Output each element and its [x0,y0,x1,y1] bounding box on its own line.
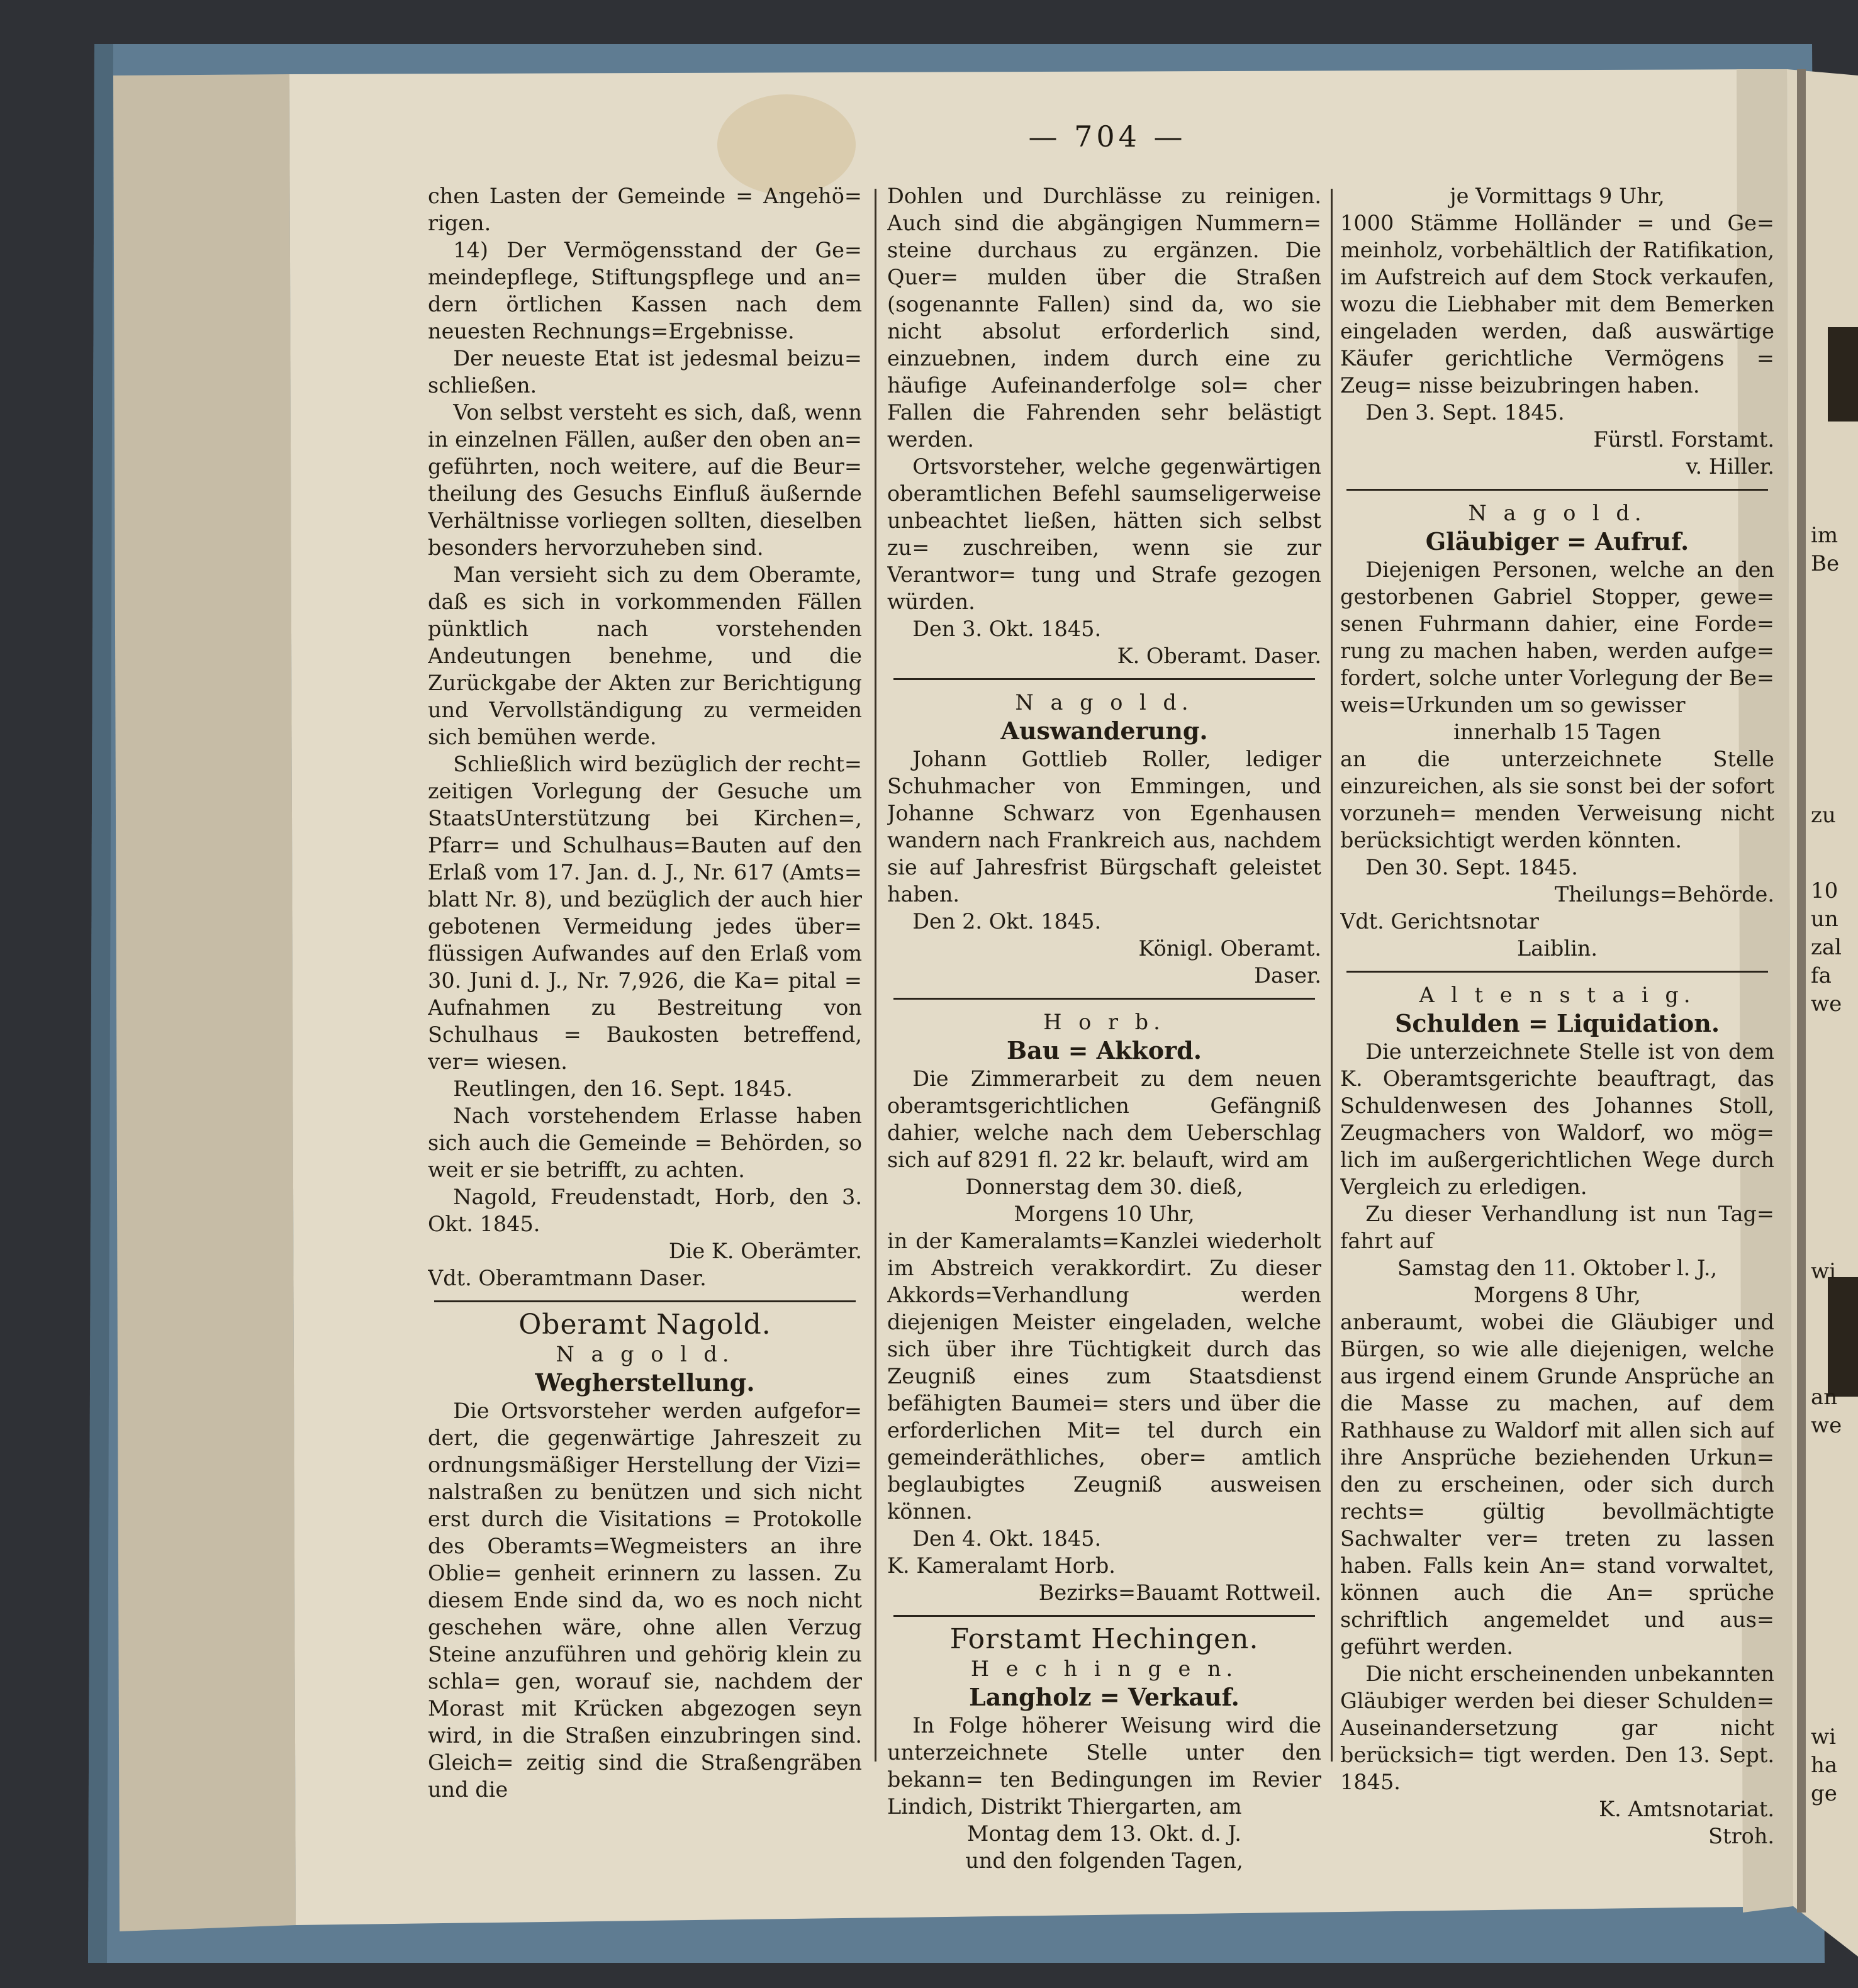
page-number: — 704 — [1028,120,1187,154]
column-left [428,182,862,1881]
signature: Fürstl. Forstamt. [1593,427,1774,452]
next-page-fragment: zu [1811,803,1836,828]
notice-title: Bau = Akkord. [1007,1036,1202,1064]
text-paragraph: In Folge höherer Weisung wird die unterzeichnete Stelle unter den bekann= ten Bedingungen im Revier Lindich, Distrikt Thiergarten, am [887,1713,1321,1819]
text-paragraph: Die nicht erscheinenden unbekannten Gläubiger werden bei dieser Schulden= Auseinandersetzung gar nicht berücksich= tigt werden. Den 13. Sept. 1845. [1340,1661,1774,1794]
dateline: Den 3. Sept. 1845. [1365,400,1565,425]
signature: Vdt. Oberamtmann Daser. [428,1266,707,1290]
signature: v. Hiller. [1686,454,1774,479]
signature: K. Amtsnotariat. [1599,1797,1774,1821]
dateline: Den 2. Okt. 1845. [912,909,1102,934]
signature: Vdt. Gerichtsnotar [1340,909,1539,934]
next-page-fragment: Be [1811,551,1840,576]
text-paragraph: Die Zimmerarbeit zu dem neuen oberamtsgerichtlichen Gefängniß dahier, welche nach dem Ueberschlag sich auf 8291 fl. 22 kr. belauft, wird am [887,1066,1321,1172]
notice-title: Gläubiger = Aufruf. [1425,527,1689,556]
next-page-fragment: fa [1811,963,1832,988]
signature: Theilungs=Behörde. [1554,882,1774,907]
divider [893,998,1315,1000]
place-heading: H o r b. [1043,1010,1165,1034]
date-line-centered: Montag dem 13. Okt. d. J. [967,1821,1241,1846]
divider [434,1300,856,1302]
next-page-fragment: we [1811,1413,1842,1438]
dateline: Nagold, Freudenstadt, Horb, den 3. Okt. 1845. [428,1185,862,1236]
dateline: Den 30. Sept. 1845. [1365,855,1578,880]
time-line-centered: je Vormittags 9 Uhr, [1450,184,1665,208]
text-paragraph: anberaumt, wobei die Gläubiger und Bürgen, so wie alle diejenigen, welche aus irgend einem Grunde Ansprüche an die Masse zu machen, auf dem Rathhause zu Waldorf mit allen sich auf ihre Ansprüche beziehenden Urkun= den zu erscheinen, oder sich durch rechts= gültig bevollmächtigte Sachwalter ver= treten zu lassen haben. Falls kein An= stand vorwaltet, können auch die An= sprüche schriftlich angemeldet und aus= geführt werden. [1340,1310,1774,1659]
divider [893,1615,1315,1617]
signature: Laiblin. [1516,936,1598,961]
text-line-centered: innerhalb 15 Tagen [1453,720,1661,744]
date-line-centered: Donnerstag dem 30. dieß, [965,1175,1243,1199]
text-paragraph: in der Kameralamts=Kanzlei wiederholt im Abstreich verakkordirt. Zu dieser Akkords=Verhandlung werden diejenigen Meister eingeladen, welche sich über ihre Tüchtigkeit durch das Zeugniß eines zum Staatsdienst befähigten Baumei= sters und über die erforderlichen Mit= tel durch ein gemeinderäthliches, ober= amtlich beglaubigtes Zeugniß ausweisen können. [887,1229,1321,1524]
next-page-fragment: wi [1811,1724,1836,1750]
time-line-centered: Morgens 10 Uhr, [1014,1202,1195,1226]
next-page-fragment: an [1811,1385,1838,1410]
place-heading: H e c h i n g e n. [970,1656,1238,1681]
dateline: Den 3. Okt. 1845. [912,617,1102,641]
signature: Bezirks=Bauamt Rottweil. [1038,1580,1321,1605]
signature: Königl. Oberamt. [1138,936,1321,961]
text-paragraph: Ortsvorsteher, welche gegenwärtigen oberamtlichen Befehl saumseligerweise unbeachtet ließen, hätten sich selbst zu= zuschreiben, wenn sie zur Verantwor= tung und Strafe gezogen würden. [887,454,1321,614]
signature: K. Oberamt. Daser. [1117,644,1321,668]
text-paragraph: Johann Gottlieb Roller, lediger Schuhmacher von Emmingen, und Johanne Schwarz von Egenhausen wandern nach Frankreich aus, nachdem sie auf Jahresfrist Bürgschaft geleistet haben. [887,747,1321,907]
text-paragraph: 1000 Stämme Holländer = und Ge= meinholz, vorbehältlich der Ratifikation, im Aufstreich auf dem Stock verkaufen, wozu die Liebhaber mit dem Bemerken eingeladen werden, daß auswärtige Käufer gerichtliche Vermögens = Zeug= nisse beizubringen haben. [1340,211,1774,398]
divider [1346,971,1768,973]
text-paragraph: Nach vorstehendem Erlasse haben sich auch die Gemeinde = Behörden, so weit er sie betrifft, zu achten. [428,1103,862,1182]
divider [1346,489,1768,491]
text-paragraph: Der neueste Etat ist jedesmal beizu= schließen. [428,346,862,398]
dateline: Den 4. Okt. 1845. [912,1526,1102,1551]
text-line-centered: und den folgenden Tagen, [965,1848,1243,1873]
column-right [1340,182,1774,1881]
text-paragraph: 14) Der Vermögensstand der Ge= meindepflege, Stiftungspflege und an= dern örtlichen Kassen nach dem neuesten Rechnungs=Ergebnisse. [428,238,862,343]
text-paragraph: an die unterzeichnete Stelle einzureichen, als sie sonst bei der sofort vorzuneh= menden Verweisung nicht berücksichtigt werden könnten. [1340,747,1774,852]
notice-title: Auswanderung. [1000,717,1208,745]
next-page-fragment: im [1811,523,1838,548]
date-line-centered: Samstag den 11. Oktober l. J., [1397,1256,1718,1280]
next-page-fragment: zal [1811,935,1842,960]
place-heading: N a g o l d. [1468,501,1647,525]
text-paragraph: Von selbst versteht es sich, daß, wenn in einzelnen Fällen, außer den oben an= geführten, noch weitere, auf die Beur= theilung des Gesuchs Einfluß äußernde Verhältnisse vorliegen sollten, dieselben besonders hervorzuheben sind. [428,400,862,560]
dateline: Reutlingen, den 16. Sept. 1845. [453,1076,793,1101]
next-page-edge [1807,88,1857,1975]
text-paragraph: Diejenigen Personen, welche an den gestorbenen Gabriel Stopper, gewe= senen Fuhrmann dahier, eine Forde= rung zu machen haben, werden aufge= fordert, solche unter Vorlegung der Be= weis=Urkunden um so gewisser [1340,557,1774,717]
text-paragraph: Zu dieser Verhandlung ist nun Tag= fahrt auf [1340,1202,1774,1253]
signature: Daser. [1254,963,1321,988]
column-rule [1331,189,1333,1762]
place-heading: N a g o l d. [556,1342,734,1366]
text-paragraph: Die Ortsvorsteher werden aufgefor= dert, die gegenwärtige Jahreszeit zu ordnungsmäßiger Herstellung der Vizi= nalstraßen zu benützen und sich nicht erst durch die Visitations = Protokolle des Oberamts=Wegmeisters an ihre Oblie= genheit erinnern zu lassen. Zu diesem Ende sind da, wo es noch nicht geschehen wäre, ohne allen Verzug Steine anzuführen und gehörig klein zu schla= gen, worauf sie, nachdem der Morast mit Krücken abgezogen seyn wird, in die Straßen einzubringen sind. Gleich= zeitig sind die Straßengräben und die [428,1399,862,1802]
text-paragraph: Die unterzeichnete Stelle ist von dem K. Oberamtsgerichte beauftragt, das Schuldenwesen des Johannes Stoll, Zeugmachers von Waldorf, wo mög= lich im außergerichtlichen Wege durch Vergleich zu erledigen. [1340,1039,1774,1199]
signature: K. Kameralamt Horb. [887,1553,1116,1578]
notice-title: Wegherstellung. [535,1368,755,1397]
column-middle [887,182,1321,1881]
next-page-fragment: un [1811,907,1838,932]
time-line-centered: Morgens 8 Uhr, [1474,1283,1641,1307]
newspaper-page [428,82,1787,1919]
divider [893,678,1315,680]
signature: Die K. Oberämter. [668,1239,862,1263]
place-heading: N a g o l d. [1015,690,1194,715]
text-paragraph: Dohlen und Durchlässe zu reinigen. Auch sind die abgängigen Nummern= steine durchaus zu ergänzen. Die Quer= mulden über die Straßen (sogenannte Fallen) sind da, wo sie nicht absolut erforderlich sind, einzuebnen, indem durch eine zu häufige Aufeinanderfolge sol= cher Fallen die Fahrenden sehr belästigt werden. [887,184,1321,452]
next-page-fragment: wi [1811,1259,1836,1284]
text-paragraph: Man versieht sich zu dem Oberamte, daß es sich in vorkommenden Fällen pünktlich nach vorstehenden Andeutungen benehme, und die Zurückgabe der Akten zur Berichtigung und Vervollständigung zu vermeiden sich bemühen werde. [428,562,862,749]
text-paragraph: Schließlich wird bezüglich der recht= zeitigen Vorlegung der Gesuche um StaatsUnterstützung bei Kirchen=, Pfarr= und Schulhaus=Bauten auf den Erlaß vom 17. Jan. d. J., Nr. 617 (Amts= blatt Nr. 8), und bezüglich der auch hier gebotenen Vermeidung jedes über= flüssigen Aufwandes auf den Erlaß vom 30. Juni d. J., Nr. 7,926, die Ka= pital = Aufnahmen zu Bestreitung von Schulhaus = Baukosten betreffend, ver= wiesen. [428,752,862,1074]
signature: Stroh. [1708,1824,1774,1848]
next-page-fragment: 10 [1811,878,1838,903]
next-page-fragment: ge [1811,1781,1837,1806]
section-heading: Forstamt Hechingen. [949,1623,1259,1655]
notice-title: Schulden = Liquidation. [1394,1009,1720,1037]
column-rule [875,189,876,1762]
text-paragraph: chen Lasten der Gemeinde = Angehö= rigen. [428,184,862,235]
next-page-fragment: we [1811,991,1842,1017]
notice-title: Langholz = Verkauf. [969,1683,1240,1711]
place-heading: A l t e n s t a i g. [1419,983,1696,1007]
next-page-fragment: ha [1811,1753,1838,1778]
section-heading: Oberamt Nagold. [518,1309,771,1341]
